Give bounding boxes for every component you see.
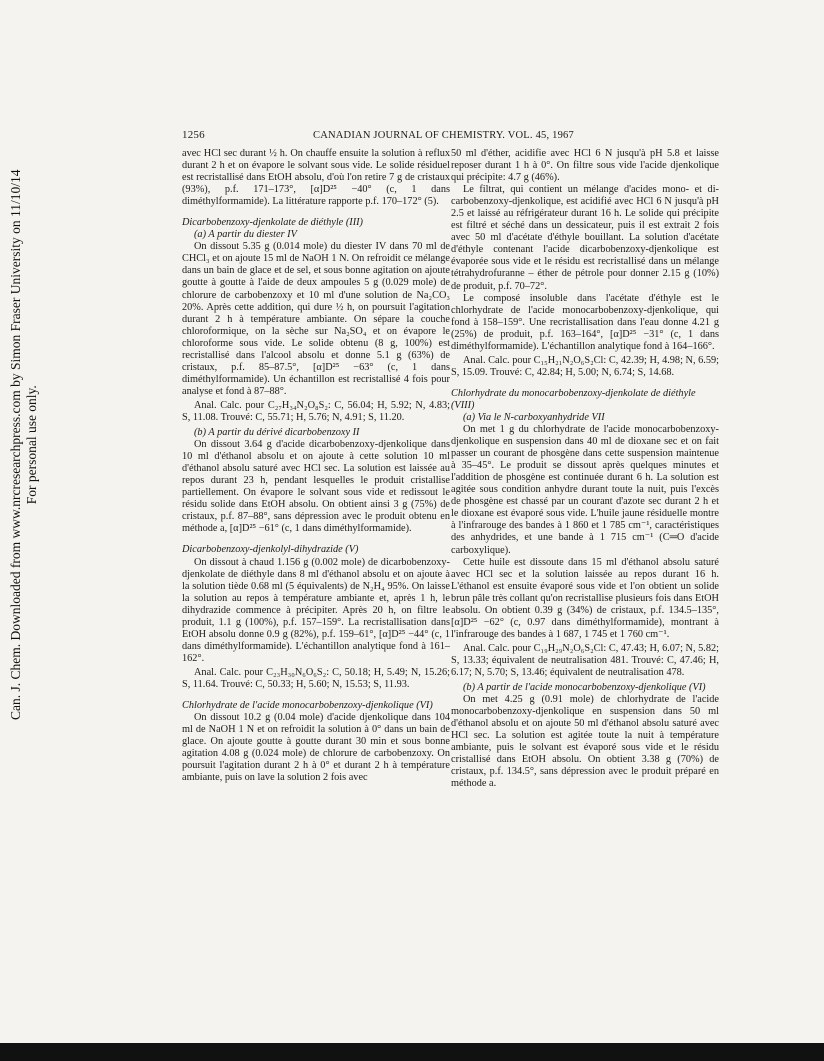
running-title: CANADIAN JOURNAL OF CHEMISTRY. VOL. 45, 1967 — [313, 130, 574, 141]
section-heading: Chlorhydrate du monocarbobenzoxy-djenkolate de diéthyle (VIII) — [451, 387, 696, 411]
paragraph: On dissout 5.35 g (0.014 mole) du diester IV dans 70 ml de CHCl₃ et on ajoute 15 ml de NaOH 1 N. On refroidit ce mélange dans un bain de glace et de sel, et sous bonne agitation on ajoute goutte à goutte à l'aide de deux ampoules 5 g (0.029 mole) de chlorure de carbobenzoxy et 10 ml d'une solution de Na₂CO₃ 20%. Après cette addition, qui dure ½ h, on poursuit l'agitation durant 2 h à température ambiante. On sépare la couche chloroformique, on la sèche sur Na₂SO₄ et on évapore le chloroforme sous vide. Le solide obtenu (8 g, 100%) est recristallisé dans l'alcool absolu et donne 5.1 g (63%) de cristaux, p.f. 85–87.5°, [α]D²⁵ −63° (c, 1 dans diméthylformamide). Un échantillon est recristallisé 4 fois pour analyse et fond à 87–88°. — [182, 241, 450, 397]
paragraph: On met 4.25 g (0.91 mole) de chlorhydrate de l'acide monocarbobenzoxy-djenkolique en suspension dans 50 ml d'éthanol absolu et on ajoute 50 ml d'éthanol absolu saturé avec HCl sec. La solution est agitée toute la nuit à température ambiante, puis le solvant est évaporé sous vide et le résidu cristallisé dans EtOH absolu. On obtient 3.38 g (70%) de cristaux, p.f. 134.5°, sans dépression avec le produit préparé en méthode a. — [451, 694, 719, 790]
section-heading: Chlorhydrate de l'acide monocarbobenzoxy-djenkolique (VI) — [182, 700, 433, 712]
section-heading: Dicarbobenzoxy-djenkolate de diéthyle (III) — [182, 217, 363, 229]
paragraph: Le filtrat, qui contient un mélange d'acides mono- et di-carbobenzoxy-djenkolique, est acidifié avec HCl 6 N jusqu'à pH 2.5 et laissé au réfrigérateur durant 16 h. Le solide qui précipite est filtré et séché dans un dessicateur, puis il est extrait 2 fois avec 50 ml d'acétate d'éthyle bouillant. La solution d'acétate d'éthyle contenant l'acide dicarbobenzoxy-djenkolique est évaporée sous vide et le résidu est recristallisé dans un mélange tétrahydrofuranne – éther de pétrole pour donner 2.15 g (10%) de produit, p.f. 70–72°. — [451, 184, 719, 292]
watermark-line-2: For personal use only. — [24, 385, 39, 505]
paragraph: avec HCl sec durant ½ h. On chauffe ensuite la solution à reflux durant 2 h et on évapore le solvant sous vide. Le solide résiduel est recristallisé dans EtOH absolu, d'où l'on retire 7 g de cristaux (93%), p.f. 171–173°, [α]D²⁵ −40° (c, 1 dans diméthylformamide). La littérature rapporte p.f. 170–172° (5). — [182, 148, 450, 208]
paragraph: On dissout 3.64 g d'acide dicarbobenzoxy-djenkolique dans 10 ml d'éthanol absolu et on ajoute à cette solution 10 ml d'éthanol absolu saturé avec HCl sec. La solution est laissée au repos durant 23 h, pendant lesquelles le produit cristallise partiellement. On évapore le solvant sous vide et redissout le résidu solide dans EtOH absolu. On obtient ainsi 3 g (75%) de cristaux, p.f. 87–88°, sans dépression avec le produit obtenu en méthode a, [α]D²⁵ −61° (c, 1 dans diméthylformamide). — [182, 439, 450, 535]
paragraph: On dissout à chaud 1.156 g (0.002 mole) de dicarbobenzoxy-djenkolate de diéthyle dans 8 ml d'éthanol absolu et on ajoute à la solution tiède 0.68 ml (5 équivalents) de N₂H₄ 95%. On laisse la solution au repos à température ambiante et, après 1 h, le dihydrazide commence à précipiter. Après 20 h, on filtre le produit, 1.1 g (100%), p.f. 157–159°. La recristallisation dans EtOH absolu donne 0.9 g (82%), p.f. 159–61°, [α]D²⁵ −44° (c, 1 dans diméthylformamide). L'échantillon analytique fond à 161–162°. — [182, 556, 450, 664]
running-header — [182, 129, 786, 143]
paragraph: Le composé insoluble dans l'acétate d'éthyle est le chlorhydrate de l'acide monocarbobenzoxy-djenkolique, qui fond à 158–159°. Une recristallisation dans l'eau donne 4.21 g (25%) de produit, p.f. 163–164°, [α]D²⁵ −31° (c, 1 dans diméthylformamide). L'échantillon analytique fond à 164–166°. — [451, 292, 719, 352]
paragraph: On met 1 g du chlorhydrate de l'acide monocarbobenzoxy-djenkolique en suspension dans 40 ml de dioxane sec et on fait passer un courant de phosgène dans cette suspension maintenue à 35–45°. Le produit se dissout après quelques minutes et l'addition de phosgène est continuée durant 6 h. La solution est agitée sous condition anhydre durant toute la nuit, puis l'excès de phosgène est chassé par un courant d'azote sec durant 2 h et le dioxane est évaporé sous vide. L'huile jaune résiduelle montre à l'infrarouge des bandes à 1 860 et 1 785 cm⁻¹, caractéristiques des anhydrides, et une bande à 1 715 cm⁻¹ (C═O d'acide carboxylique). — [451, 424, 719, 556]
elemental-analysis: Anal. Calc. pour C₂₇H₃₄N₂O₈S₂: C, 56.04; H, 5.92; N, 4.83; S, 11.08. Trouvé: C, 55.71; H, 5.76; N, 4.91; S, 11.20. — [182, 399, 450, 423]
elemental-analysis: Anal. Calc. pour C₁₉H₂₉N₂O₆S₂Cl: C, 47.43; H, 6.07; N, 5.82; S, 13.33; équivalent de neutralisation 481. Trouvé: C, 47.46; H, 6.17; N, 5.70; S, 13.46; équivalent de neutralisation 478. — [451, 642, 719, 678]
subsection-heading: (a) Via le N-carboxyanhydride VII — [463, 411, 605, 423]
paragraph: On dissout 10.2 g (0.04 mole) d'acide djenkolique dans 104 ml de NaOH 1 N et on refroidit la solution à 0° dans un bain de glace. On ajoute goutte à goutte durant 30 min et sous bonne agitation 4.08 g (0.024 mole) de chlorure de carbobenzoxy. On poursuit l'agitation durant 2 h à 0° et durant 2 h à température ambiante, puis on lave la solution 2 fois avec — [182, 712, 450, 784]
subsection-heading: (b) A partir du dérivé dicarbobenzoxy II — [194, 427, 360, 439]
left-column — [182, 148, 450, 784]
scan-edge — [0, 1043, 824, 1061]
download-watermark — [8, 169, 40, 720]
section-heading: Dicarbobenzoxy-djenkolyl-dihydrazide (V) — [182, 544, 359, 556]
elemental-analysis: Anal. Calc. pour C₂₃H₃₀N₆O₆S₂: C, 50.18; H, 5.49; N, 15.26; S, 11.64. Trouvé: C, 50.33; H, 5.60; N, 15.53; S, 11.93. — [182, 666, 450, 690]
right-column — [451, 148, 719, 790]
subsection-heading: (b) A partir de l'acide monocarbobenzoxy-djenkolique (VI) — [463, 682, 706, 694]
subsection-heading: (a) A partir du diester IV — [194, 229, 297, 241]
page-number: 1256 — [182, 129, 205, 141]
paragraph: Cette huile est dissoute dans 15 ml d'éthanol absolu saturé avec HCl sec et la solution laissée au repos durant 16 h. L'éthanol est ensuite évaporé sous vide et l'on obtient un solide brun pâle très collant qu'on recristallise plusieurs fois dans EtOH absolu. On obtient 0.39 g (34%) de cristaux, p.f. 134.5–135°, [α]D²⁵ −62° (c, 0.97 dans diméthylformamide), montrant à l'infrarouge des bandes à 1 687, 1 745 et 1 760 cm⁻¹. — [451, 556, 719, 640]
watermark-line-1: Can. J. Chem. Downloaded from www.nrcresearchpress.com by Simon Fraser University on 11/10/14 — [8, 169, 23, 720]
paragraph: 50 ml d'éther, acidifie avec HCl 6 N jusqu'à pH 5.8 et laisse reposer durant 1 h à 0°. On filtre sous vide l'acide djenkolique qui précipite: 4.7 g (46%). — [451, 148, 719, 184]
elemental-analysis: Anal. Calc. pour C₁₅H₂₁N₂O₆S₂Cl: C, 42.39; H, 4.98; N, 6.59; S, 15.09. Trouvé: C, 42.84; H, 5.00; N, 6.74; S, 14.68. — [451, 354, 719, 378]
